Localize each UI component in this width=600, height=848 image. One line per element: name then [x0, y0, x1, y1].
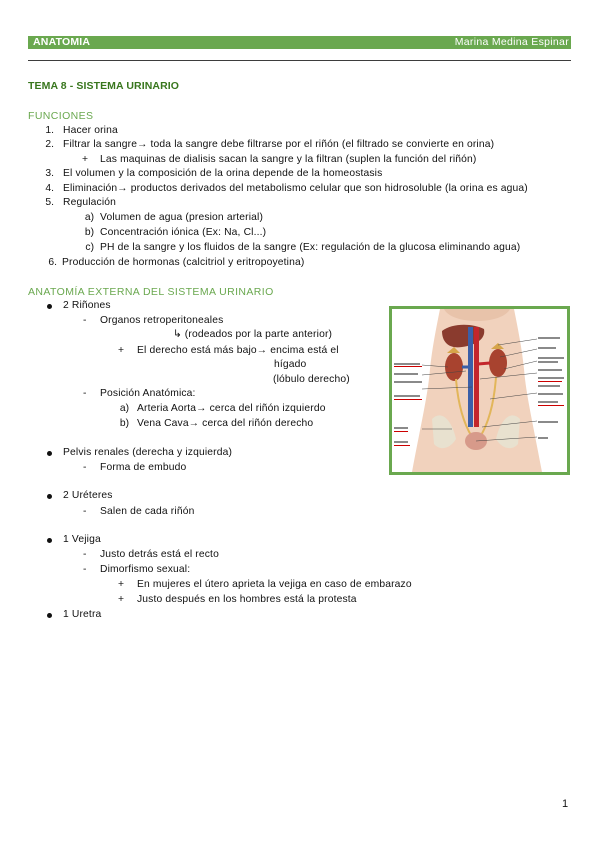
list-number: 1. — [45, 125, 54, 136]
dash-marker: - — [83, 506, 87, 517]
header-rule — [28, 60, 571, 61]
list-subitem: Las maquinas de dialisis sacan la sangre y la filtran (suplen la función del riñón) — [100, 154, 477, 165]
dash-marker: - — [83, 388, 87, 399]
bullet-item-pelvis: Pelvis renales (derecha y izquierda) — [63, 447, 233, 458]
list-letter: b) — [84, 227, 94, 238]
subitem-derecho: El derecho está más bajo→ encima está el — [137, 345, 339, 356]
section-heading-funciones: FUNCIONES — [28, 110, 94, 122]
list-letter: a) — [119, 403, 129, 414]
header-subject: ANATOMIA — [33, 36, 91, 48]
urinary-system-illustration — [389, 306, 570, 475]
list-number: 5. — [45, 197, 54, 208]
subitem-organos: Organos retroperitoneales — [100, 315, 224, 326]
list-letter: c) — [85, 242, 94, 253]
subitem-rodeados: ↳ (rodeados por la parte anterior) — [173, 329, 333, 340]
list-item: El volumen y la composición de la orina depende de la homeostasis — [63, 168, 383, 179]
bullet-item-vejiga: 1 Vejiga — [63, 534, 101, 545]
list-item: Producción de hormonas (calcitriol y eritropoyetina) — [62, 257, 305, 268]
list-subitem: PH de la sangre y los fluidos de la sangre (Ex: regulación de la glucosa eliminando agua) — [100, 242, 521, 253]
bullet-item-rinones: 2 Riñones — [63, 300, 111, 311]
bullet-icon — [47, 613, 52, 618]
subitem-salen: Salen de cada riñón — [100, 506, 195, 517]
list-subitem: Volumen de agua (presion arterial) — [100, 212, 264, 223]
bullet-item-ureteres: 2 Uréteres — [63, 490, 113, 501]
urinary-anatomy-svg — [392, 309, 567, 472]
dash-marker: - — [83, 462, 87, 473]
list-number: 2. — [45, 139, 54, 150]
subitem-higado: hígado — [274, 359, 307, 370]
bullet-icon — [47, 538, 52, 543]
subitem-vena: Vena Cava→ cerca del riñón derecho — [137, 418, 314, 429]
list-number: 4. — [45, 183, 54, 194]
dash-marker: - — [83, 564, 87, 575]
subitem-posicion: Posición Anatómica: — [100, 388, 196, 399]
list-item: Eliminación→ productos derivados del metabolismo celular que son hidrosoluble (la orina es agua) — [63, 183, 528, 194]
plus-marker: + — [118, 594, 125, 605]
subitem-arteria: Arteria Aorta→ cerca del riñón izquierdo — [137, 403, 326, 414]
plus-marker: + — [118, 345, 125, 356]
bullet-icon — [47, 494, 52, 499]
subitem-mujeres: En mujeres el útero aprieta la vejiga en caso de embarazo — [137, 579, 412, 590]
bullet-icon — [47, 304, 52, 309]
plus-marker: + — [82, 154, 89, 165]
subitem-recto: Justo detrás está el recto — [100, 549, 219, 560]
section-heading-anatomia: ANATOMÍA EXTERNA DEL SISTEMA URINARIO — [28, 286, 274, 298]
plus-marker: + — [118, 579, 125, 590]
list-letter: b) — [119, 418, 129, 429]
dash-marker: - — [83, 549, 87, 560]
list-subitem: Concentración iónica (Ex: Na, Cl...) — [100, 227, 267, 238]
subitem-hombres: Justo después en los hombres está la protesta — [137, 594, 357, 605]
subitem-embudo: Forma de embudo — [100, 462, 187, 473]
subitem-lobulo: (lóbulo derecho) — [273, 374, 350, 385]
header-author: Marina Medina Espinar — [454, 36, 569, 48]
bullet-icon — [47, 451, 52, 456]
page-number: 1 — [562, 798, 569, 810]
list-item: Regulación — [63, 197, 117, 208]
list-letter: a) — [84, 212, 94, 223]
subitem-dimorfismo: Dimorfismo sexual: — [100, 564, 191, 575]
list-number: 3. — [45, 168, 54, 179]
dash-marker: - — [83, 315, 87, 326]
bullet-item-uretra: 1 Uretra — [63, 609, 102, 620]
list-item: Filtrar la sangre→ toda la sangre debe filtrarse por el riñón (el filtrado se convierte en orina) — [63, 139, 495, 150]
document-title: TEMA 8 - SISTEMA URINARIO — [28, 80, 180, 92]
list-item: Hacer orina — [63, 125, 118, 136]
list-number: 6. — [48, 257, 57, 268]
page-header — [28, 36, 571, 49]
